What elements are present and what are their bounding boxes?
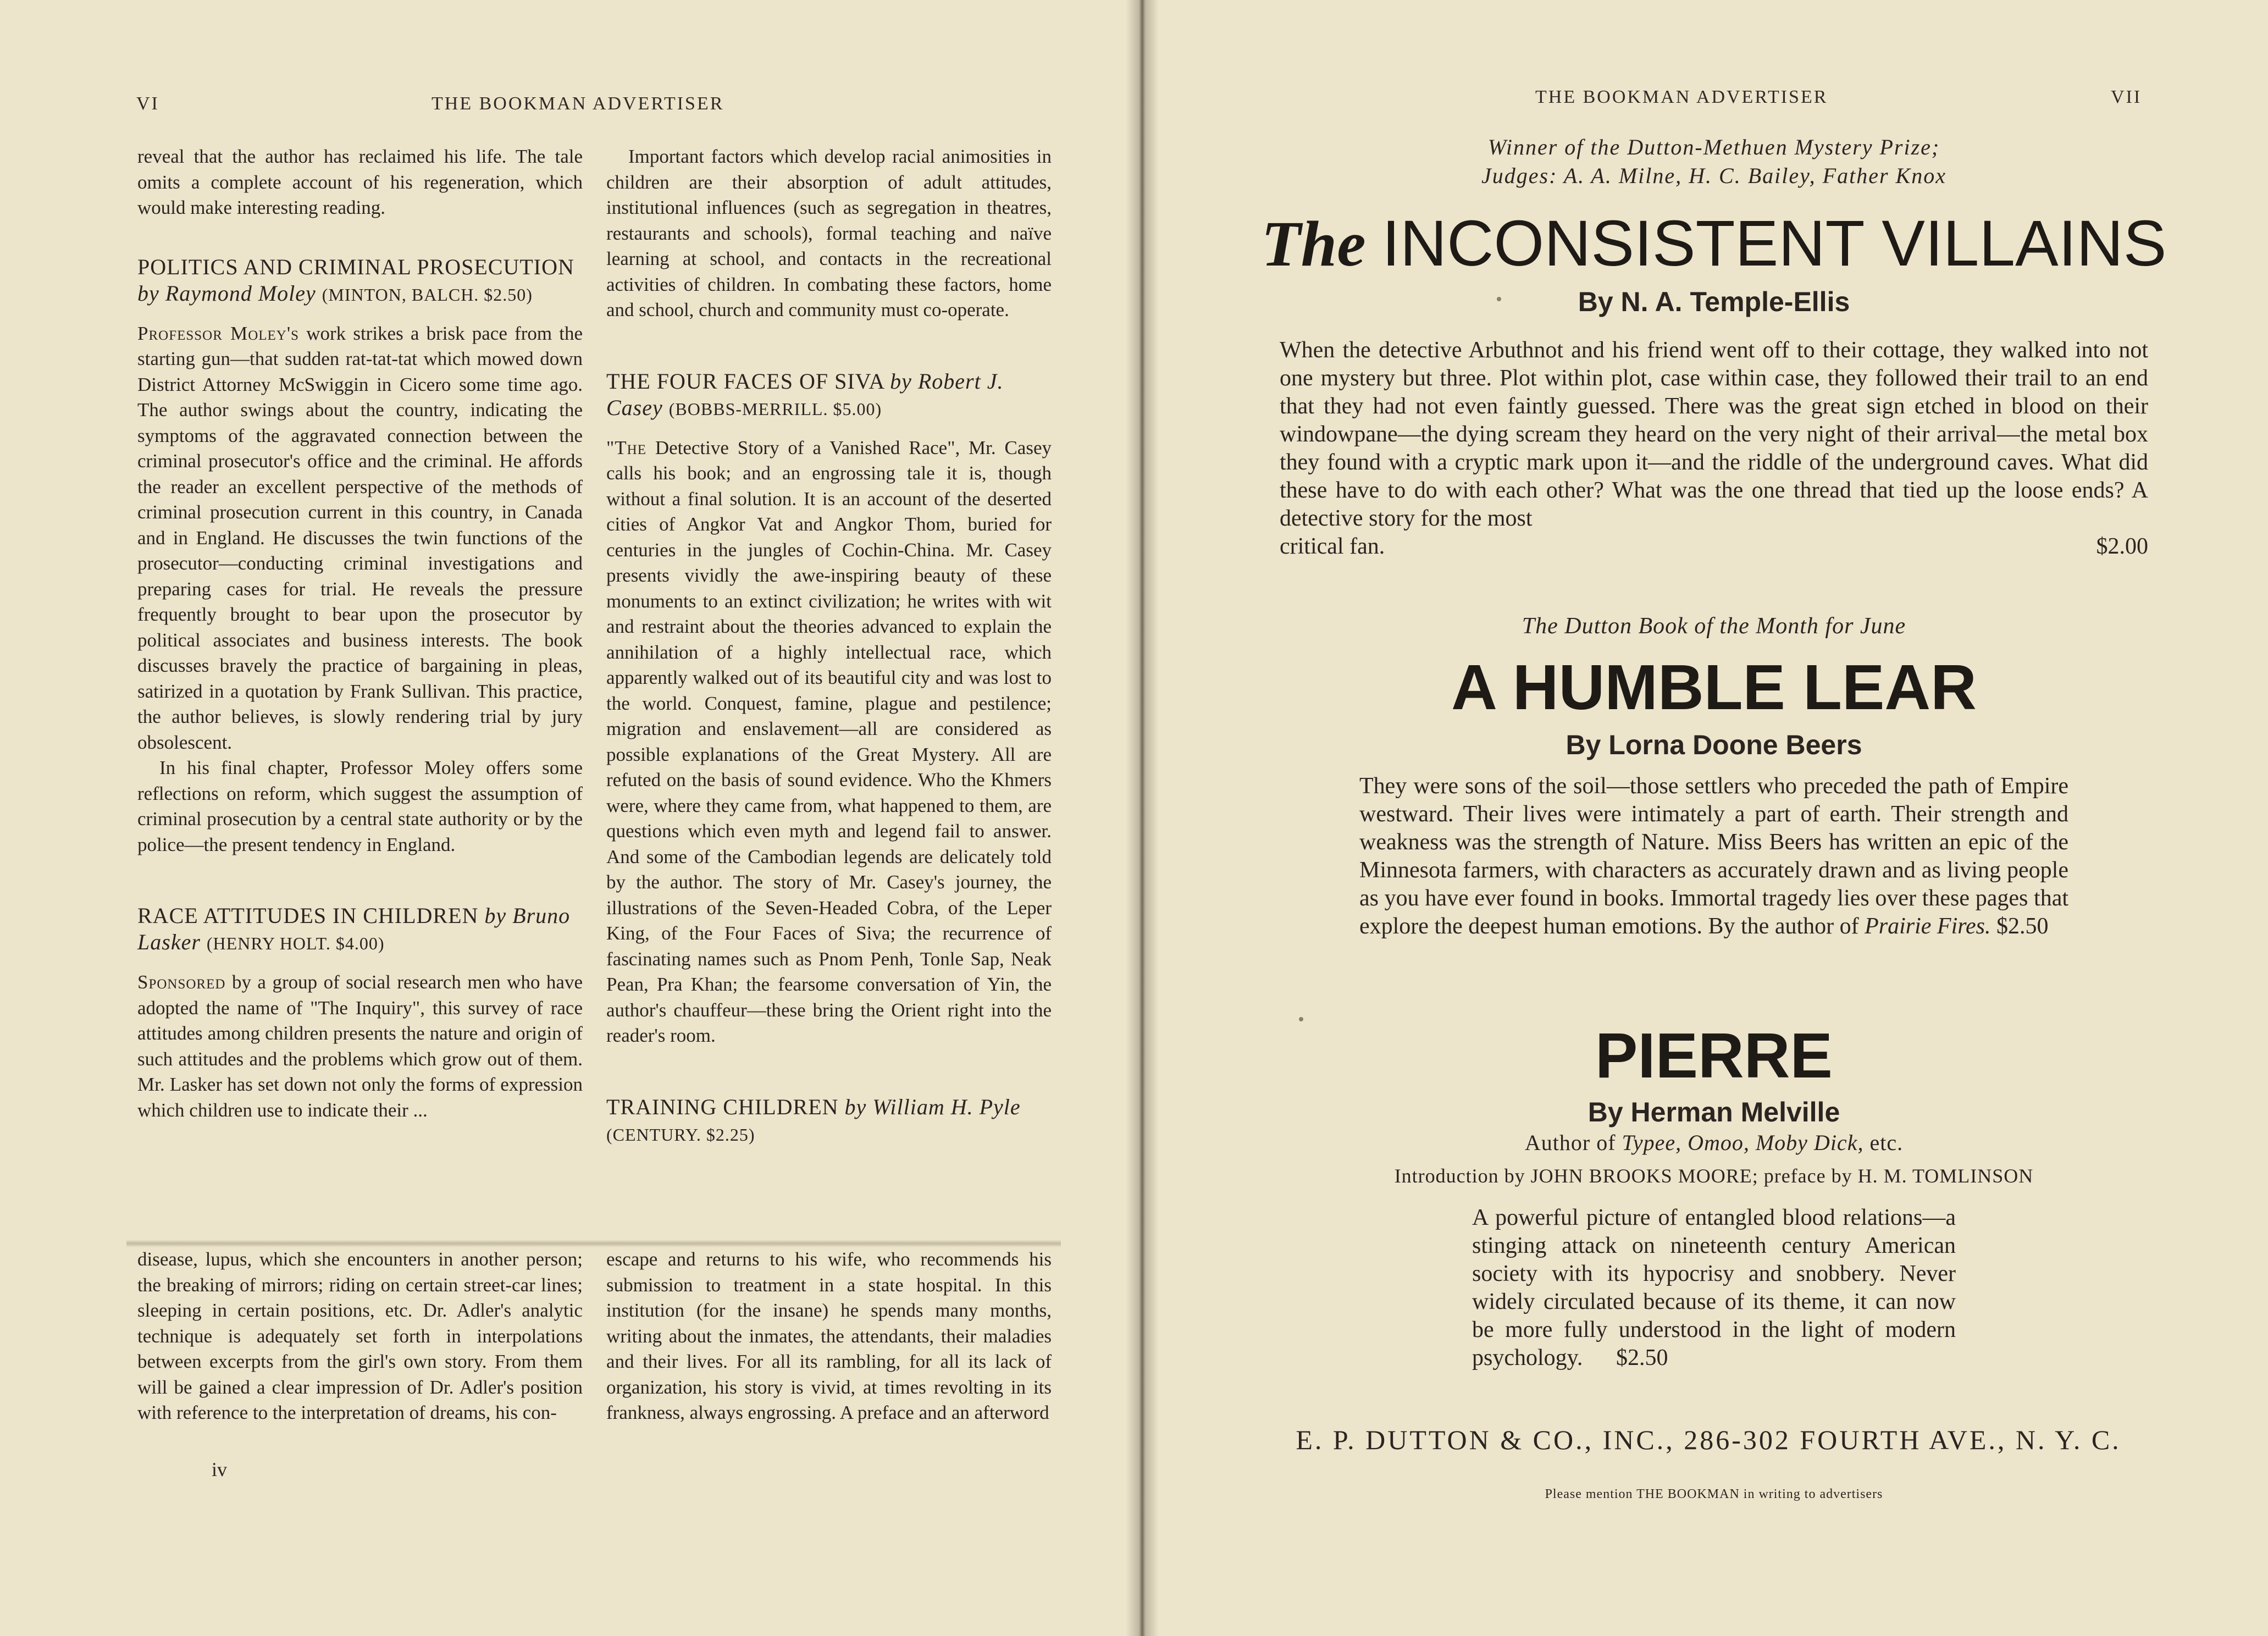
book1-blurb <box>1280 336 2148 561</box>
right-running-head: THE BOOKMAN ADVERTISER <box>1535 87 1828 107</box>
left-running-head: THE BOOKMAN ADVERTISER <box>432 93 724 114</box>
introduction-line: Introduction by JOHN BROOKS MOORE; preface by H. M. TOMLINSON <box>1394 1165 2034 1187</box>
author-of-suffix: etc. <box>1869 1130 1904 1155</box>
book1-price: $2.00 <box>2096 534 2148 559</box>
review-author: by William H. Pyle <box>844 1094 1021 1119</box>
review-author: by Robert J. Casey <box>606 368 1004 420</box>
review-politics-body-2: In his final chapter, Professor Moley offers some reflections on reform, which suggest the assumption of criminal prosecution by a central state authority or by the police—the present tendency in England. <box>137 757 583 855</box>
left-folio: VI <box>136 93 159 114</box>
binding-gutter <box>1126 0 1159 1636</box>
book-title-pierre: PIERRE <box>1595 1020 1833 1091</box>
review-heading-siva <box>606 368 1052 422</box>
review-title: RACE ATTITUDES IN CHILDREN <box>137 903 479 928</box>
review-siva-body <box>606 435 1052 1049</box>
left-column-1 <box>137 144 583 1148</box>
review-heading-race <box>137 903 583 957</box>
prize-notice <box>1219 133 2209 190</box>
review-politics-body <box>137 321 583 756</box>
column-2-intro: Important factors which develop racial animosities in children are their absorption of adult attitudes, institutional influences (such as segregation in theatres, restaurants and schools), formal teaching and naïve learning at school, and contacts in the recreational activities of children. In combating these factors, home and school, church and community must co-operate. <box>606 146 1052 320</box>
review-race-body <box>137 970 583 1148</box>
right-folio: VII <box>2111 87 2142 107</box>
review-title: TRAINING CHILDREN <box>606 1094 839 1119</box>
review-lead: "The <box>606 436 646 458</box>
review-publisher: (MINTON, BALCH. $2.50) <box>322 284 533 305</box>
blurb-last-line: critical fan. <box>1280 534 1385 559</box>
author-of-line <box>1219 1130 2209 1156</box>
book-title-humble-lear: A HUMBLE LEAR <box>1451 651 1977 723</box>
review-paragraph: by a group of social research men who have adopted the name of "The Inquiry", this survey of race attitudes among children presents the nature and origin of such attitudes and the problems which grow out of them. Mr. Lasker has set down not only the forms of expression which children use to indicate their ... <box>137 971 583 1121</box>
review-lead: Sponsored <box>137 971 226 993</box>
review-publisher: (CENTURY. $2.25) <box>606 1124 755 1145</box>
book-of-month-kicker: The Dutton Book of the Month for June <box>1522 614 1906 639</box>
byline-herman-melville: By Herman Melville <box>1587 1097 1840 1127</box>
speck <box>1497 297 1501 301</box>
byline-lorna-doone-beers: By Lorna Doone Beers <box>1566 729 1862 760</box>
column-1-tail-text: disease, lupus, which she encounters in another person; the breaking of mirrors; riding on certain street-car lines; sleeping in certain positions, etc. Dr. Adler's analytic technique is adequately set forth in interpolations between excerpts from the girl's own story. From them will be gained a clear impression of Dr. Adler's position with reference to the interpretation of dreams, his con- <box>137 1248 583 1423</box>
book3-price: $2.50 <box>1616 1345 1668 1370</box>
page-tear-line <box>126 1240 1061 1247</box>
book1-price-line <box>1280 533 2148 561</box>
review-publisher: (BOBBS-MERRILL. $5.00) <box>668 399 882 419</box>
author-of-titles: Typee, Omoo, Moby Dick, <box>1622 1130 1864 1155</box>
book-title-article: The <box>1261 208 1366 280</box>
author-of-prefix: Author of <box>1524 1130 1616 1155</box>
review-heading-politics <box>137 254 583 308</box>
left-column-1-tail <box>137 1247 583 1426</box>
book-title-inconsistent-villains <box>1197 208 2231 280</box>
prize-line-2: Judges: A. A. Milne, H. C. Bailey, Father Knox <box>1481 163 1946 188</box>
book-title-main: INCONSISTENT VILLAINS <box>1382 207 2167 280</box>
book2-blurb <box>1359 772 2068 941</box>
advertiser-mention: Please mention THE BOOKMAN in writing to advertisers <box>1545 1487 1883 1501</box>
review-title: THE FOUR FACES OF SIVA <box>606 368 884 394</box>
left-column-2-tail <box>606 1247 1052 1426</box>
prize-line-1: Winner of the Dutton-Methuen Mystery Prize; <box>1487 135 1940 159</box>
left-column-2 <box>606 144 1052 1148</box>
blurb-text <box>1359 772 2068 941</box>
review-lead: Professor Moley's <box>137 322 300 344</box>
blurb-text: When the detective Arbuthnot and his friend went off to their cottage, they walked into not one mystery but three. Plot within plot, case within case, they followed their trail to an end that they had not even faintly guessed. There was the great sign etched in blood on their windowpane—the dying scream they heard on the very night of their arrival—the metal box they found with a cryptic mark upon it—and the riddle of the underground caves. What did these have to do with each other? What was the one thread that tied up the loose ends? A detective story for the most <box>1280 338 2148 531</box>
byline-temple-ellis: By N. A. Temple-Ellis <box>1578 286 1850 317</box>
blurb-body: They were sons of the soil—those settlers who preceded the path of Empire westward. Their lives were intimately a part of earth. Their strength and weakness was the strength of Nature. Miss Beers has written an epic of the Minnesota farmers, with characters as accurately drawn and as living people as you have ever found in books. Immortal tragedy lies over these pages that explore the deepest human emotions. By the author of <box>1359 773 2068 939</box>
review-author: by Raymond Moley <box>137 280 316 306</box>
book3-blurb <box>1472 1204 1956 1372</box>
blurb-body: A powerful picture of entangled blood relations—a stinging attack on nineteenth century American society with its hypocrisy and snobbery. Never widely circulated because of its theme, it can now be more fully understood in the light of modern psychology. <box>1472 1205 1956 1370</box>
blurb-book-ref: Prairie Fires. <box>1865 914 1991 939</box>
right-page <box>1142 0 2268 1636</box>
review-title: POLITICS AND CRIMINAL PROSECUTION <box>137 254 574 279</box>
review-publisher: (HENRY HOLT. $4.00) <box>206 933 385 953</box>
review-paragraph: work strikes a brisk pace from the starting gun—that sudden rat-tat-tat which mowed down District Attorney McSwiggin in Cicero some time ago. The author swings about the country, indicating the symptoms of the aggravated connection between the criminal prosecutor's office and the criminal. He affords the reader an excellent perspective of the methods of criminal prosecution current in this country, in Canada and in England. He discusses the twin functions of the prosecutor—conducting criminal investigations and preparing cases for trial. He reveals the pressure frequently brought to bear upon the prosecutor by political associates and business interests. The book discusses bravely the practice of bargaining in pleas, satirized in a quotation by Frank Sullivan. This practice, the author believes, is slowly rendering trial by jury obsolescent. <box>137 322 583 753</box>
column-2-tail-text: escape and returns to his wife, who recommends his submission to treatment in a state hospital. In this institution (for the insane) he spends many months, writing about the inmates, the attendants, their maladies and their lives. For all its rambling, for all its lack of organization, his story is vivid, at times revolting in its frankness, always engrossing. A preface and an afterword <box>606 1248 1052 1423</box>
book2-price: $2.50 <box>1996 914 2049 939</box>
publisher-address: E. P. DUTTON & CO., INC., 286-302 FOURTH AVE., N. Y. C. <box>1296 1424 2121 1455</box>
blurb-text <box>1472 1204 1956 1372</box>
review-author: by Bruno Lasker <box>137 903 571 954</box>
review-heading-training <box>606 1094 1052 1148</box>
column-1-intro: reveal that the author has reclaimed his life. The tale omits a complete account of his regeneration, which would make interesting reading. <box>137 146 583 218</box>
bottom-folio: iv <box>212 1458 228 1480</box>
review-paragraph: Detective Story of a Vanished Race", Mr. Casey calls his book; and an engrossing tale it is, though without a final solution. It is an account of the deserted cities of Angkor Vat and Angkor Thom, buried for centuries in the jungles of Cochin-China. Mr. Casey presents vividly the awe-inspiring beauty of these monuments to an extinct civilization; he writes with wit and restraint about the theories advanced to explain the annihilation of a highly intellectual race, which apparently walked out of its beautiful city and was lost to the world. Conquest, famine, plague and pestilence; migration and enslavement—all are considered as possible explanations of the Great Mystery. All are refuted on the basis of sound evidence. Who the Khmers were, where they came from, what happened to them, are questions which even myth and legend fail to answer. And some of the Cambodian legends are delicately told by the author. The story of Mr. Casey's journey, the illustrations of the Seven-Headed Cobra, of the Leper King, of the Four Faces of Siva; the recurrence of fascinating names such as Pnom Penh, Tonle Sap, Neak Pean, Pra Khan; the fearsome conversation of Yin, the author's chauffeur—these bring the Orient right into the reader's room. <box>606 436 1052 1046</box>
